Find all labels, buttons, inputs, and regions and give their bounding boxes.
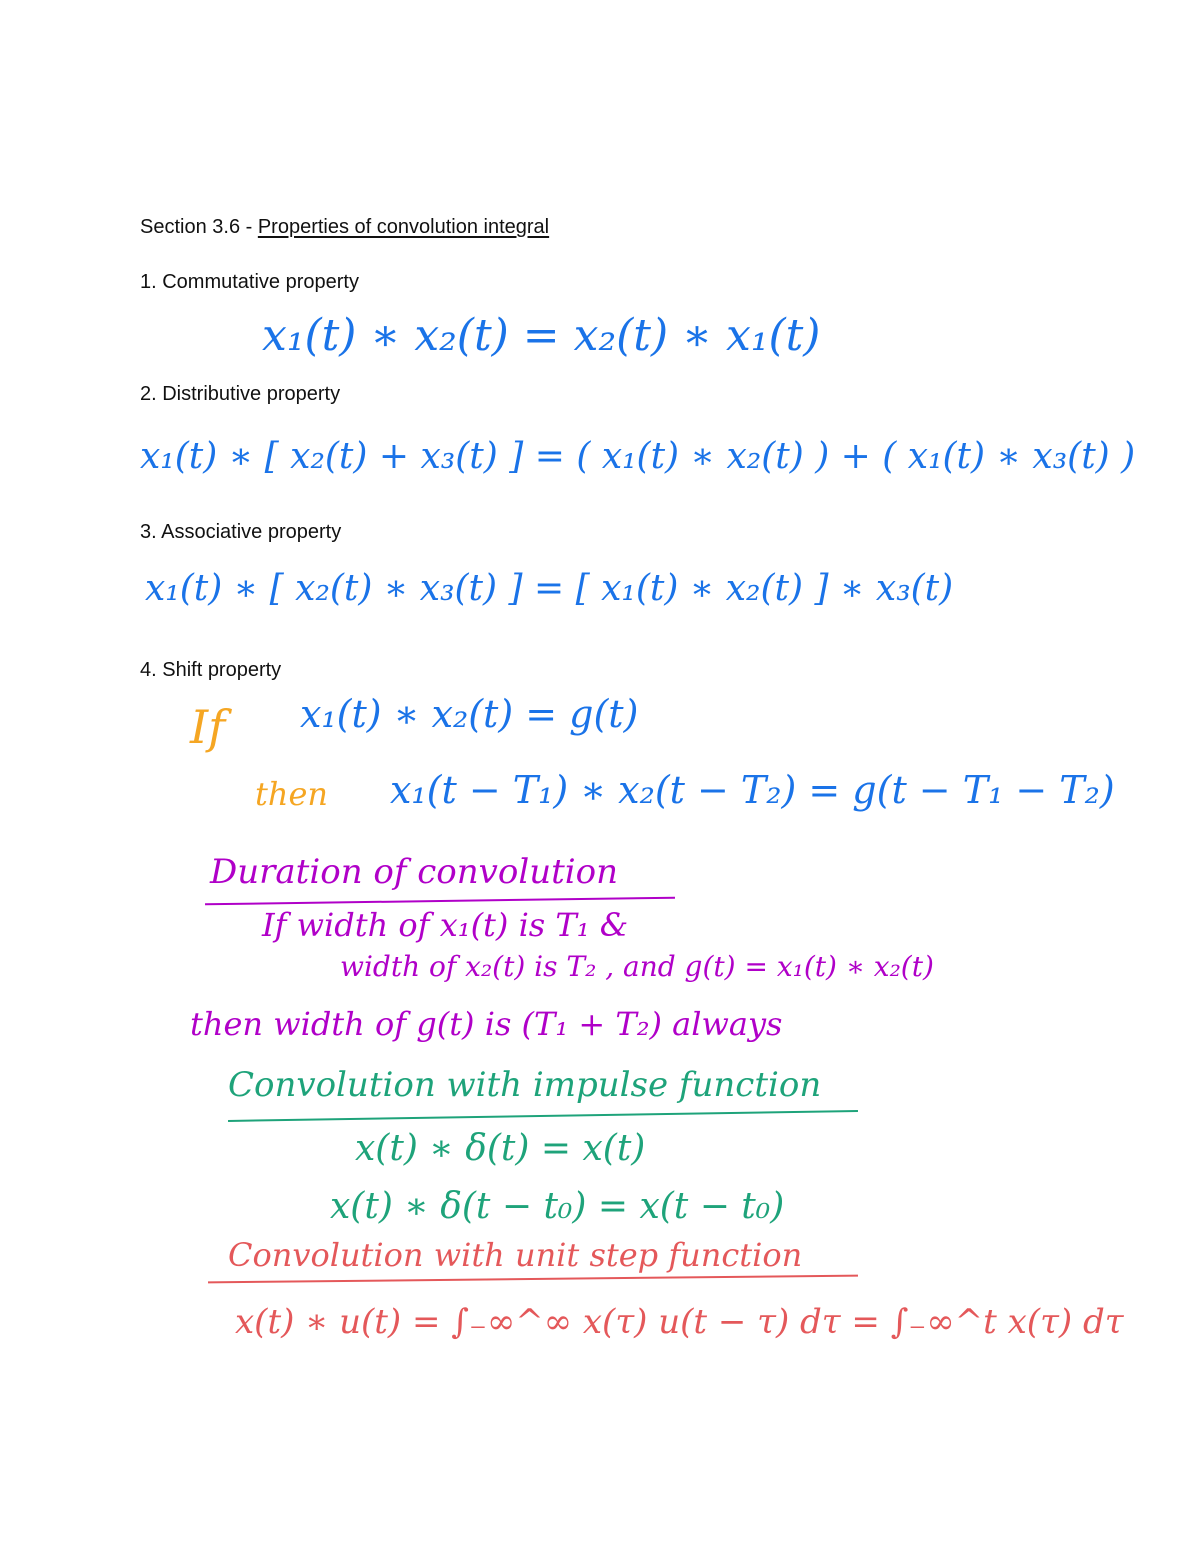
impulse-equation-1: x(t) ∗ δ(t) = x(t) [355,1128,646,1169]
associative-lhs: x₁(t) ∗ [ x₂(t) ∗ x₃(t) ] [145,568,523,609]
duration-title: Duration of convolution [210,852,619,892]
distributive-rhs: = ( x₁(t) ∗ x₂(t) ) + ( x₁(t) ∗ x₃(t) ) [534,436,1136,477]
impulse-underline [228,1110,858,1122]
duration-line-1: If width of x₁(t) is T₁ & [262,906,629,944]
associative-equation [145,568,953,609]
shift-then-word: then [255,775,329,813]
section-heading [140,216,549,239]
property-label-distributive: 2. Distributive property [140,383,341,405]
section-number: Section 3.6 - [140,216,258,238]
distributive-equation [140,436,1135,477]
step-title: Convolution with unit step function [228,1236,803,1274]
shift-if-word: If [190,700,226,754]
impulse-title: Convolution with impulse function [228,1065,822,1105]
section-title: Properties of convolution integral [257,216,550,238]
shift-if-equation: x₁(t) ∗ x₂(t) = g(t) [300,692,639,736]
impulse-equation-2: x(t) ∗ δ(t − t₀) = x(t − t₀) [330,1186,785,1227]
step-underline [208,1275,858,1284]
duration-line-2: width of x₂(t) is T₂ , and g(t) = x₁(t) ∗ x₂(t) [340,950,934,983]
duration-line-3: then width of g(t) is (T₁ + T₂) always [190,1005,783,1043]
distributive-lhs: x₁(t) ∗ [ x₂(t) + x₃(t) ] [140,436,524,477]
shift-then-equation: x₁(t − T₁) ∗ x₂(t − T₂) = g(t − T₁ − T₂) [390,768,1115,812]
duration-underline [205,897,675,906]
step-equation: x(t) ∗ u(t) = ∫₋∞^∞ x(τ) u(t − τ) dτ = ∫₋∞^t x(τ) dτ [235,1302,1124,1342]
property-label-associative: 3. Associative property [140,521,342,543]
property-label-shift: 4. Shift property [140,659,282,681]
property-label-commutative: 1. Commutative property [140,271,359,293]
associative-rhs: = [ x₁(t) ∗ x₂(t) ] ∗ x₃(t) [534,568,954,609]
commutative-equation: x₁(t) ∗ x₂(t) = x₂(t) ∗ x₁(t) [262,310,821,361]
